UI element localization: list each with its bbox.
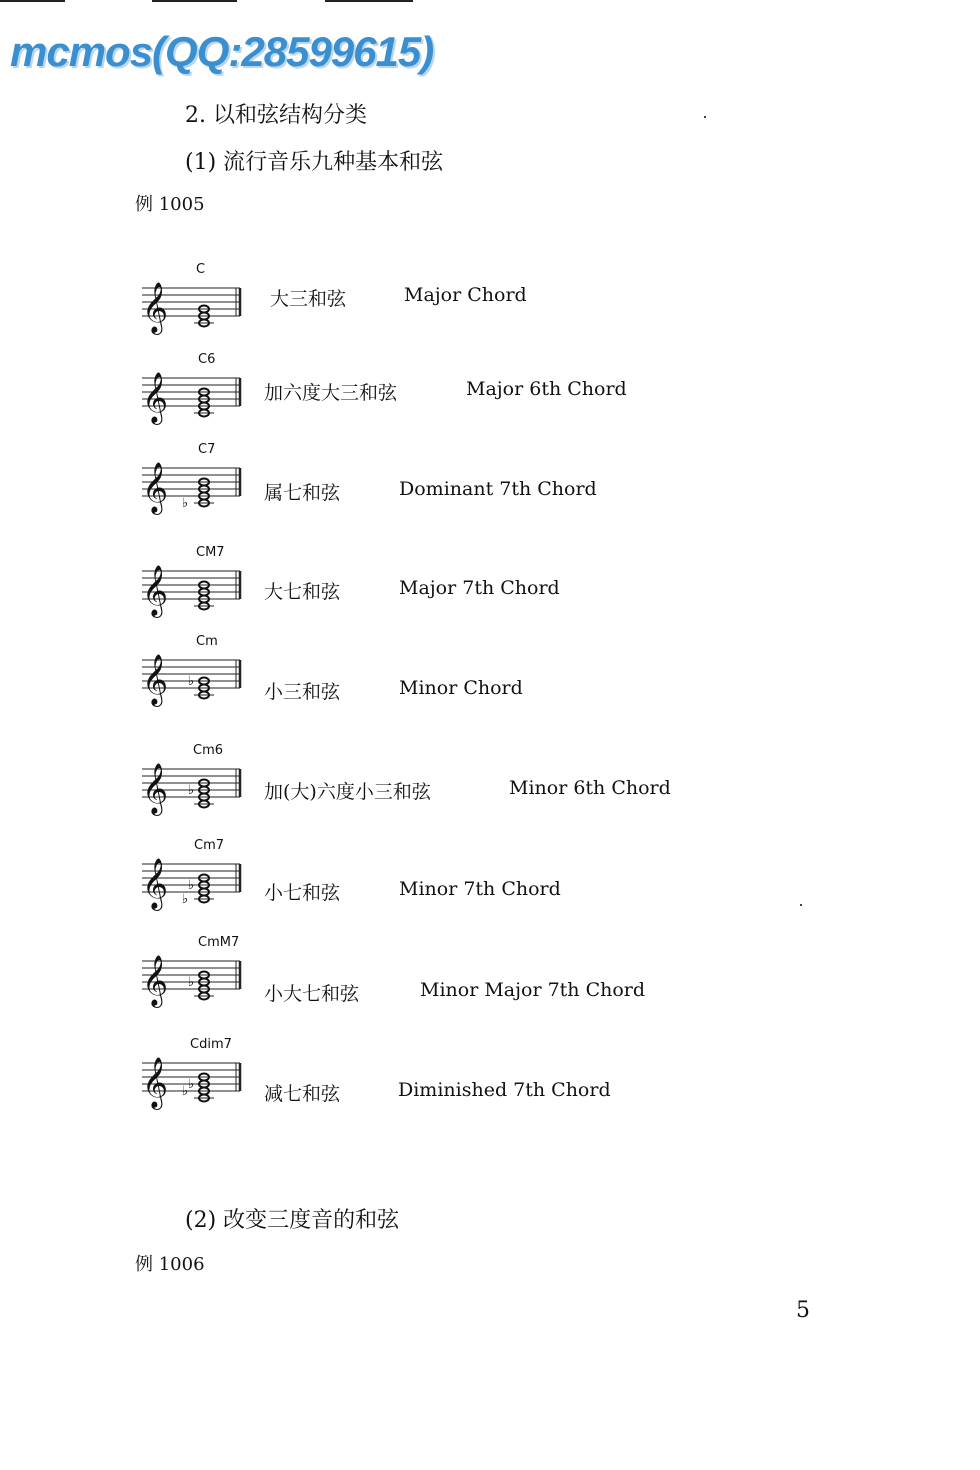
treble-clef-icon: 𝄞 — [142, 462, 169, 513]
scan-speck — [800, 904, 802, 906]
staff-notation — [138, 545, 248, 625]
treble-clef-icon: 𝄞 — [142, 763, 169, 814]
chord-name-en: Minor Chord — [399, 677, 523, 699]
chord-name-zh: 大七和弦 — [264, 581, 341, 603]
top-rule-2 — [152, 0, 237, 2]
section-title: 2. 以和弦结构分类 — [185, 103, 367, 128]
chord-name-zh: 大三和弦 — [270, 288, 347, 310]
chord-name-zh: 加(大)六度小三和弦 — [264, 781, 431, 803]
chord-row-minor — [138, 634, 778, 729]
chord-name-en: Minor 6th Chord — [509, 777, 671, 799]
chord-name-en: Diminished 7th Chord — [398, 1079, 611, 1101]
treble-clef-icon: 𝄞 — [142, 858, 169, 909]
flat-icon: ♭ — [188, 878, 195, 893]
chord-name-en: Major 6th Chord — [466, 378, 627, 400]
chord-row-minor-major-7th — [138, 935, 778, 1030]
chord-name-zh: 加六度大三和弦 — [264, 382, 398, 404]
chord-symbol: Cm — [196, 634, 218, 649]
chord-name-zh: 小三和弦 — [264, 681, 341, 703]
treble-clef-icon: 𝄞 — [142, 565, 169, 616]
chord-symbol: Cm6 — [193, 743, 224, 758]
flat-icon: ♭ — [182, 892, 189, 907]
chord-row-major-7th — [138, 545, 778, 640]
flat-icon: ♭ — [188, 1077, 195, 1092]
chord-name-zh: 属七和弦 — [264, 482, 341, 504]
chord-name-zh: 小七和弦 — [264, 882, 341, 904]
treble-clef-icon: 𝄞 — [142, 955, 169, 1006]
watermark: mcmos(QQ:28599615) — [10, 28, 434, 75]
flat-icon: ♭ — [182, 1084, 189, 1099]
staff-notation — [138, 352, 248, 432]
staff-notation — [138, 442, 248, 522]
chord-name-en: Major Chord — [404, 284, 527, 306]
chord-symbol: Cm7 — [194, 838, 225, 853]
chord-row-minor-7th — [138, 838, 778, 933]
chord-row-major-6th — [138, 352, 778, 447]
subsection-title-2: (2) 改变三度音的和弦 — [185, 1208, 400, 1233]
example-label-1006: 例 1006 — [135, 1254, 205, 1275]
top-rule-3 — [325, 0, 413, 2]
chord-name-en: Dominant 7th Chord — [399, 478, 597, 500]
chord-row-major — [138, 262, 778, 357]
treble-clef-icon: 𝄞 — [142, 282, 169, 333]
scan-speck — [704, 116, 706, 118]
chord-symbol: C — [196, 262, 206, 277]
staff-notation — [138, 262, 248, 342]
chord-symbol: C7 — [198, 442, 216, 457]
flat-icon: ♭ — [188, 975, 195, 990]
chord-name-en: Minor Major 7th Chord — [420, 979, 646, 1001]
chord-row-diminished-7th — [138, 1037, 778, 1132]
flat-icon: ♭ — [188, 783, 195, 798]
treble-clef-icon: 𝄞 — [142, 1057, 169, 1108]
chord-row-minor-6th — [138, 743, 778, 838]
chord-name-en: Major 7th Chord — [399, 577, 560, 599]
chord-symbol: CmM7 — [198, 935, 240, 950]
treble-clef-icon: 𝄞 — [142, 654, 169, 705]
chord-row-dominant-7th — [138, 442, 778, 537]
staff-notation — [138, 634, 248, 714]
chord-symbol: Cdim7 — [190, 1037, 232, 1052]
chord-symbol: C6 — [198, 352, 216, 367]
chord-name-zh: 小大七和弦 — [264, 983, 360, 1005]
flat-icon: ♭ — [182, 496, 189, 511]
top-rule-1 — [0, 0, 65, 2]
subsection-title-1: (1) 流行音乐九种基本和弦 — [185, 150, 444, 175]
treble-clef-icon: 𝄞 — [142, 372, 169, 423]
chord-symbol: CM7 — [196, 545, 225, 560]
chord-name-zh: 减七和弦 — [264, 1083, 341, 1105]
page-number: 5 — [796, 1298, 810, 1323]
staff-notation — [138, 838, 248, 918]
chord-name-en: Minor 7th Chord — [399, 878, 561, 900]
example-label-1005: 例 1005 — [135, 194, 205, 215]
flat-icon: ♭ — [188, 674, 195, 689]
